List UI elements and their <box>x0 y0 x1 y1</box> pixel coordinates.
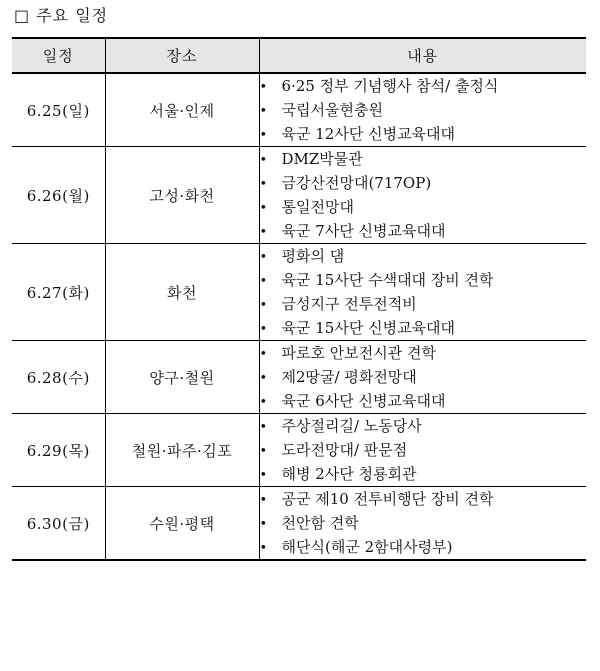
content-item-text: 평화의 댐 <box>281 247 345 265</box>
schedule-row <box>12 487 586 561</box>
header-date: 일정 <box>12 38 105 73</box>
bullet-icon: • <box>259 177 268 192</box>
bullet-icon: • <box>259 347 268 362</box>
content-list <box>260 147 587 243</box>
schedule-place: 화천 <box>105 244 259 341</box>
bullet-icon: • <box>259 128 268 143</box>
bullet-icon: • <box>259 322 268 337</box>
schedule-table <box>12 37 586 561</box>
content-item-text: 금성지구 전투전적비 <box>281 295 417 313</box>
schedule-date: 6.27(화) <box>12 244 105 341</box>
content-list-item <box>260 195 587 219</box>
content-list-item <box>260 74 587 98</box>
content-list-item <box>260 171 587 195</box>
bullet-icon: • <box>259 541 268 556</box>
schedule-date: 6.26(월) <box>12 147 105 244</box>
content-item-text: 해병 2사단 청룡회관 <box>281 465 417 483</box>
content-list <box>260 487 587 559</box>
content-list <box>260 74 587 146</box>
bullet-icon: • <box>259 250 268 265</box>
schedule-table-body <box>12 73 586 560</box>
bullet-icon: • <box>259 201 268 216</box>
bullet-icon: • <box>259 225 268 240</box>
bullet-icon: • <box>259 517 268 532</box>
bullet-icon: • <box>259 395 268 410</box>
content-list-item <box>260 292 587 316</box>
content-list-item <box>260 122 587 146</box>
bullet-icon: • <box>259 468 268 483</box>
content-list-item <box>260 98 587 122</box>
schedule-date: 6.30(금) <box>12 487 105 561</box>
schedule-place: 수원·평택 <box>105 487 259 561</box>
content-item-text: 금강산전망대(717OP) <box>281 174 432 192</box>
content-item-text: DMZ박물관 <box>281 150 363 168</box>
content-list-item <box>260 389 587 413</box>
content-list-item <box>260 147 587 171</box>
content-item-text: 주상절리길/ 노동당사 <box>281 417 422 435</box>
schedule-place: 고성·화천 <box>105 147 259 244</box>
schedule-content <box>259 73 586 147</box>
content-list <box>260 341 587 413</box>
content-list-item <box>260 511 587 535</box>
schedule-row <box>12 147 586 244</box>
schedule-row <box>12 341 586 414</box>
bullet-icon: • <box>259 104 268 119</box>
header-content: 내용 <box>259 38 586 73</box>
schedule-content <box>259 414 586 487</box>
content-item-text: 해단식(해군 2함대사령부) <box>281 538 453 556</box>
bullet-icon: • <box>259 371 268 386</box>
schedule-place: 서울·인제 <box>105 73 259 147</box>
schedule-row <box>12 414 586 487</box>
content-item-text: 육군 15사단 신병교육대대 <box>281 319 456 337</box>
content-list <box>260 244 587 340</box>
schedule-row <box>12 244 586 341</box>
content-item-text: 육군 7사단 신병교육대대 <box>281 222 446 240</box>
schedule-date: 6.29(목) <box>12 414 105 487</box>
bullet-icon: • <box>259 80 268 95</box>
content-list-item <box>260 365 587 389</box>
bullet-icon: • <box>259 420 268 435</box>
content-item-text: 제2땅굴/ 평화전망대 <box>281 368 417 386</box>
content-list-item <box>260 438 587 462</box>
content-item-text: 육군 6사단 신병교육대대 <box>281 392 446 410</box>
content-item-text: 도라전망대/ 판문점 <box>281 441 408 459</box>
schedule-date: 6.28(수) <box>12 341 105 414</box>
header-row <box>12 38 586 73</box>
schedule-content <box>259 487 586 561</box>
content-list-item <box>260 244 587 268</box>
schedule-place: 양구·철원 <box>105 341 259 414</box>
schedule-table-header <box>12 38 586 73</box>
content-list <box>260 414 587 486</box>
content-item-text: 육군 15사단 수색대대 장비 견학 <box>281 271 494 289</box>
bullet-icon: • <box>259 153 268 168</box>
schedule-place: 철원·파주·김포 <box>105 414 259 487</box>
schedule-content <box>259 244 586 341</box>
content-list-item <box>260 462 587 486</box>
bullet-icon: • <box>259 444 268 459</box>
schedule-date: 6.25(일) <box>12 73 105 147</box>
content-list-item <box>260 487 587 511</box>
content-item-text: 공군 제10 전투비행단 장비 견학 <box>281 490 494 508</box>
content-list-item <box>260 341 587 365</box>
content-list-item <box>260 316 587 340</box>
content-list-item <box>260 268 587 292</box>
bullet-icon: • <box>259 274 268 289</box>
content-item-text: 육군 12사단 신병교육대대 <box>281 125 456 143</box>
content-item-text: 6·25 정부 기념행사 참석/ 출정식 <box>281 77 499 95</box>
content-item-text: 파로호 안보전시관 견학 <box>281 344 436 362</box>
content-list-item <box>260 414 587 438</box>
bullet-icon: • <box>259 298 268 313</box>
content-list-item <box>260 219 587 243</box>
content-item-text: 천안함 견학 <box>281 514 359 532</box>
content-item-text: 통일전망대 <box>281 198 354 216</box>
header-place: 장소 <box>105 38 259 73</box>
schedule-content <box>259 147 586 244</box>
schedule-content <box>259 341 586 414</box>
schedule-row <box>12 73 586 147</box>
content-list-item <box>260 535 587 559</box>
content-item-text: 국립서울현충원 <box>281 101 383 119</box>
section-title: □ 주요 일정 <box>14 6 109 25</box>
bullet-icon: • <box>259 493 268 508</box>
